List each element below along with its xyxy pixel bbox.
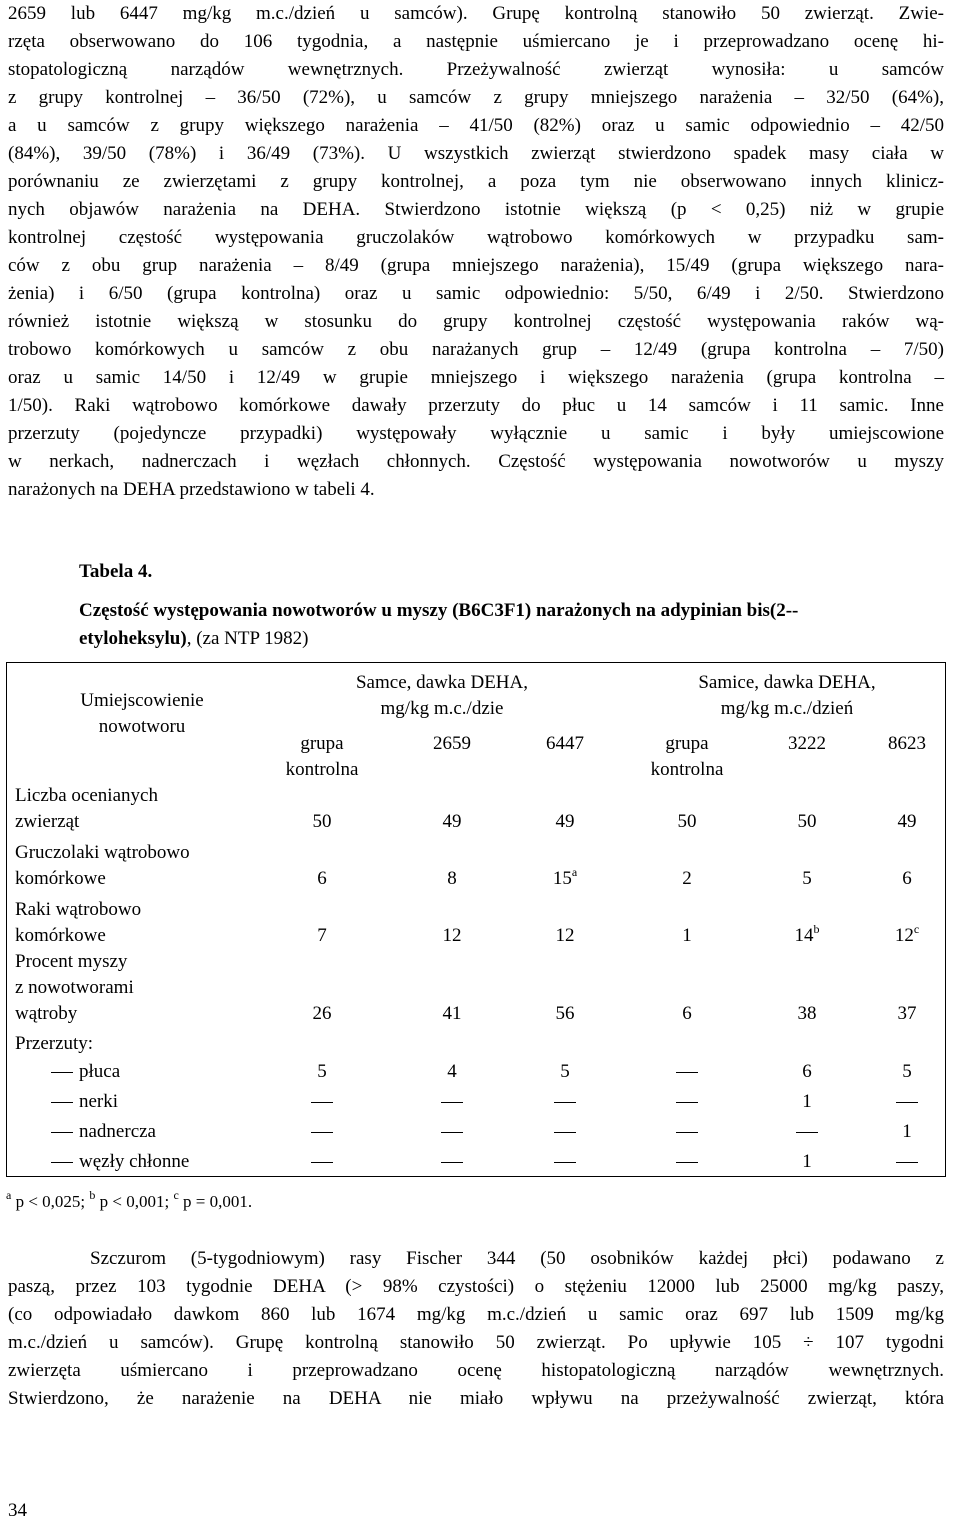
text-line: 2659 lub 6447 mg/kg m.c./dzień u samców). Grupę kontrolną stanowiło 50 zwierząt. Zwie-: [8, 3, 944, 24]
text-line: ców z obu grup narażenia – 8/49 (grupa mniejszego narażenia), 15/49 (grupa większego nara-: [8, 255, 944, 276]
text-line: nych objawów narażenia na DEHA. Stwierdzono istotnie większą (p < 0,25) niż w grupie: [8, 199, 944, 220]
table-caption-title: Częstość występowania nowotworów u myszy (B6C3F1) narażonych na adypinian bis(2--: [79, 600, 799, 621]
row-label-animals: Liczba ocenianych zwierząt: [15, 785, 158, 832]
table-cell: 6: [317, 868, 327, 889]
table-cell: [647, 1119, 727, 1145]
text-line: m.c./dzień u samców). Grupę kontrolną stanowiło 50 zwierząt. Po upływie 105 ÷ 107 tygodni: [8, 1332, 944, 1353]
text-line: rzęta obserwowano do 106 tygodnia, a następnie uśmiercano je i przeprowadzano ocenę hi-: [8, 31, 944, 52]
table-cell: 12: [555, 925, 575, 946]
dash-mark: [896, 1102, 918, 1103]
text-line: z grupy kontrolnej – 36/50 (72%), u samców z grupy mniejszego narażenia – 32/50 (64%),: [8, 87, 944, 108]
table-cell: [525, 1149, 605, 1175]
dash-mark: [554, 1132, 576, 1133]
text-line: Stwierdzono, że narażenie na DEHA nie miało wpływu na przeżywalność zwierząt, która: [8, 1388, 944, 1409]
table-caption-title-cont: etyloheksylu): [79, 628, 187, 649]
text-line: trobowo komórkowych u samców z obu narażanych grup – 12/49 (grupa kontrolna – 7/50): [8, 339, 944, 360]
table-cell: 12: [442, 925, 462, 946]
table-cell: 56: [555, 1003, 575, 1024]
dash-mark: [441, 1102, 463, 1103]
table-cell: 49: [442, 811, 462, 832]
table-cell: [282, 1089, 362, 1115]
rats-paragraph: [8, 1245, 944, 1413]
dash-mark: [311, 1132, 333, 1133]
dash-mark: [554, 1162, 576, 1163]
table-cell: 1: [802, 1151, 812, 1172]
table-cell: [282, 1149, 362, 1175]
dash-mark: [311, 1162, 333, 1163]
table-footnote: $^a$ p < 0,025; $^b$ p < 0,001; $^c$ p = 0,001.: [6, 1188, 253, 1211]
text-line: paszą, przez 103 tygodnie DEHA (> 98% czystości) o stężeniu 12000 lub 25000 mg/kg paszy,: [8, 1276, 944, 1297]
dash-mark: [896, 1162, 918, 1163]
table-cell: 49: [555, 811, 575, 832]
dash-mark: [676, 1102, 698, 1103]
page-number: 34: [8, 1500, 27, 1521]
table-cell: 37: [897, 1003, 917, 1024]
text-line: kontrolnej częstość występowania gruczolaków wątrobowo komórkowych w przypadku sam-: [8, 227, 944, 248]
header-males: Samce, dawka DEHA, mg/kg m.c./dzie: [355, 672, 528, 719]
table-cell: 12$^c$: [894, 922, 920, 946]
text-line: żenia) i 6/50 (grupa kontrolna) oraz u samic odpowiednio: 5/50, 6/49 i 2/50. Stwierdzono: [8, 283, 944, 304]
table-cell: 26: [312, 1003, 332, 1024]
table-cell: [282, 1119, 362, 1145]
intro-paragraph: [8, 0, 944, 504]
header-location: Umiejscowienie nowotworu: [80, 690, 204, 737]
table-cell: 1: [682, 925, 692, 946]
table-cell: 5: [802, 868, 812, 889]
dash-mark: [441, 1132, 463, 1133]
text-line: narażonych na DEHA przedstawiono w tabeli 4.: [8, 479, 375, 500]
text-line: również istotnie większą w stosunku do grupy kontrolnej częstość występowania raków wą-: [8, 311, 944, 332]
table-cell: 5: [560, 1061, 570, 1082]
text-line: zwierzęta uśmiercano i przeprowadzano ocenę histopatologiczną narządów wewnętrznych.: [8, 1360, 944, 1381]
table-cell: [767, 1119, 847, 1145]
table-cell: 50: [677, 811, 697, 832]
header-female-dose-1: 3222: [788, 733, 826, 754]
dash-mark: [676, 1072, 698, 1073]
header-male-dose-1: 2659: [433, 733, 471, 754]
table-cell: 50: [797, 811, 817, 832]
table-cell: 5: [902, 1061, 912, 1082]
table-cell: [525, 1119, 605, 1145]
dash-mark: [676, 1132, 698, 1133]
table-cell: 1: [902, 1121, 912, 1142]
table-cell: [647, 1059, 727, 1085]
dash-mark: [796, 1132, 818, 1133]
table-caption-source: , (za NTP 1982): [186, 628, 309, 649]
header-male-control: grupa kontrolna: [285, 733, 359, 780]
table-cell: 6: [802, 1061, 812, 1082]
table-cell: 8: [447, 868, 457, 889]
dash-mark: [554, 1102, 576, 1103]
table-cell: [412, 1149, 492, 1175]
table-cell: [867, 1149, 947, 1175]
table-cell: 5: [317, 1061, 327, 1082]
table-label: Tabela 4.: [79, 561, 153, 582]
text-line: przerzuty (pojedyncze przypadki) występowały wyłącznie u samic i były umiejscowione: [8, 423, 944, 444]
table-cell: 14$^b$: [794, 922, 820, 946]
header-females: Samice, dawka DEHA, mg/kg m.c./dzień: [698, 672, 876, 719]
table-cell: 49: [897, 811, 917, 832]
header-female-dose-2: 8623: [888, 733, 926, 754]
table-cell: 1: [802, 1091, 812, 1112]
dash-mark: [441, 1162, 463, 1163]
text-line: oraz u samic 14/50 i 12/49 w grupie mniejszego i większego narażenia (grupa kontrolna –: [8, 367, 944, 388]
text-line: (co odpowiadało dawkom 860 lub 1674 mg/kg m.c./dzień u samic oraz 697 lub 1509 mg/kg: [8, 1304, 944, 1325]
table-cell: 38: [797, 1003, 817, 1024]
table-cell: [525, 1089, 605, 1115]
row-label-adrenals: nadnercza: [51, 1119, 156, 1145]
text-line: (84%), 39/50 (78%) i 36/49 (73%). U wszystkich zwierząt stwierdzono spadek masy ciała w: [8, 143, 944, 164]
table-cell: 6: [682, 1003, 692, 1024]
text-line: a u samców z grupy większego narażenia – 41/50 (82%) oraz u samic odpowiednio – 42/50: [8, 115, 944, 136]
table-cell: [647, 1089, 727, 1115]
header-female-control: grupa kontrolna: [650, 733, 724, 780]
table-cell: [867, 1089, 947, 1115]
table-cell: [412, 1119, 492, 1145]
table-cell: 41: [442, 1003, 462, 1024]
row-label-kidneys: nerki: [51, 1089, 118, 1115]
dash-mark: [676, 1162, 698, 1163]
text-line: Szczurom (5-tygodniowym) rasy Fischer 344 (50 osobników każdej płci) podawano z: [90, 1248, 944, 1269]
table-caption: [79, 597, 949, 653]
table-cell: 4: [447, 1061, 457, 1082]
text-line: 1/50). Raki wątrobowo komórkowe dawały przerzuty do płuc u 14 samców i 11 samic. Inne: [8, 395, 944, 416]
text-line: stopatologiczną narządów wewnętrznych. Przeżywalność zwierząt wynosiła: u samców: [8, 59, 944, 80]
row-label-percent: Procent myszy z nowotworami wątroby: [15, 951, 134, 1024]
dash-mark: [311, 1102, 333, 1103]
table-cell: 7: [317, 925, 327, 946]
table-cell: 50: [312, 811, 332, 832]
row-label-carcinomas: Raki wątrobowo komórkowe: [15, 899, 142, 946]
text-line: w nerkach, nadnerczach i węzłach chłonnych. Częstość występowania nowotworów u myszy: [8, 451, 944, 472]
row-label-metastases: Przerzuty:: [15, 1033, 94, 1054]
row-label-adenomas: Gruczolaki wątrobowo komórkowe: [15, 842, 190, 889]
row-label-lungs: płuca: [51, 1059, 120, 1085]
text-line: porównaniu ze zwierzętami z grupy kontrolnej, a poza tym nie obserwowano innych klinicz-: [8, 171, 944, 192]
table-cell: 2: [682, 868, 692, 889]
table-cell: 15$^a$: [552, 865, 578, 889]
header-male-dose-2: 6447: [546, 733, 584, 754]
row-label-lymph-nodes: węzły chłonne: [51, 1149, 189, 1175]
table-cell: 6: [902, 868, 912, 889]
table-cell: [647, 1149, 727, 1175]
table-cell: [412, 1089, 492, 1115]
tumor-incidence-table: [6, 662, 946, 1177]
